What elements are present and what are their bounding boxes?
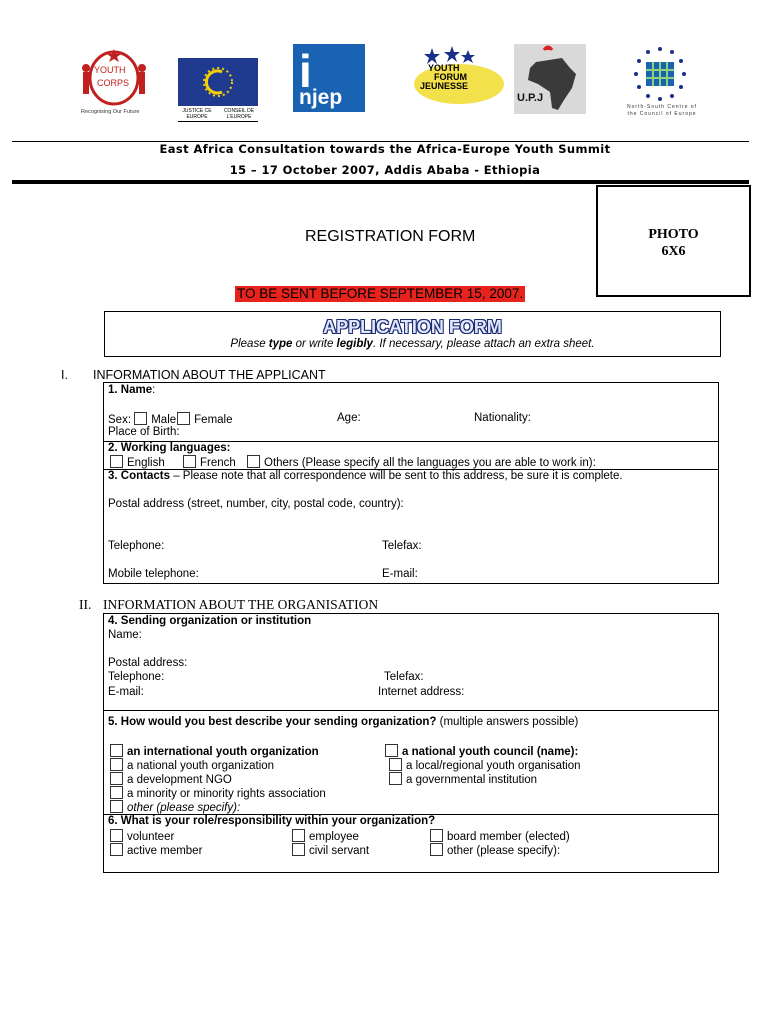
yfj-line3: JEUNESSE <box>420 81 469 91</box>
french-checkbox[interactable] <box>183 455 196 468</box>
sex-row <box>108 412 233 426</box>
role-volunteer <box>110 829 174 843</box>
divider <box>104 710 718 711</box>
civil-servant-label: civil servant <box>309 845 370 857</box>
name-colon: : <box>152 384 156 396</box>
coe-left-caption: JUSTICE CE EUROPE <box>182 108 212 120</box>
other-role-checkbox[interactable] <box>430 843 443 856</box>
section1-heading: INFORMATION ABOUT THE APPLICANT <box>93 368 326 382</box>
yfj-line1: YOUTH <box>428 63 460 73</box>
english-label: English <box>127 457 165 469</box>
application-instructions <box>105 338 720 350</box>
org-internet-field[interactable]: Internet address: <box>378 686 465 698</box>
employee-label: employee <box>309 831 359 843</box>
nsc-line1: North-South Centre of <box>627 104 697 110</box>
intl-org-label: an international youth organization <box>127 746 319 758</box>
national-council-label: a national youth council (name): <box>402 746 579 758</box>
photo-size: 6X6 <box>661 244 686 259</box>
event-dates: 15 – 17 October 2007, Addis Ababa - Ethiopia <box>229 163 541 177</box>
role-board <box>430 829 570 843</box>
nationality-field[interactable]: Nationality: <box>474 412 531 424</box>
photo-label: PHOTO <box>648 227 699 242</box>
volunteer-checkbox[interactable] <box>110 829 123 842</box>
opt-ngo <box>110 772 232 786</box>
youth-forum-jeunesse-logo <box>404 44 504 104</box>
registration-title: REGISTRATION FORM <box>305 228 476 245</box>
org-telephone-field[interactable]: Telephone: <box>108 671 165 683</box>
others-option <box>247 455 596 469</box>
other-org-label: other (please specify): <box>127 802 241 814</box>
civil-servant-checkbox[interactable] <box>292 843 305 856</box>
photo-box[interactable] <box>596 185 751 297</box>
minority-checkbox[interactable] <box>110 786 123 799</box>
male-label: Male <box>151 414 177 426</box>
youth-corps-tagline: Recognising Our Future <box>81 109 140 115</box>
role-other <box>430 843 560 857</box>
age-field[interactable]: Age: <box>337 412 361 424</box>
mobile-field[interactable]: Mobile telephone: <box>108 568 199 580</box>
role-employee <box>292 829 359 843</box>
injep-text: njep <box>299 86 343 109</box>
opt-national-org <box>110 758 274 772</box>
youth-corps-logo <box>76 48 152 120</box>
minority-label: a minority or minority rights association <box>127 788 326 800</box>
others-checkbox[interactable] <box>247 455 260 468</box>
instr-part: or write <box>292 338 337 350</box>
north-south-centre-logo <box>616 44 708 118</box>
employee-checkbox[interactable] <box>292 829 305 842</box>
opt-local <box>389 758 581 772</box>
local-org-label: a local/regional youth organisation <box>406 760 581 772</box>
ngo-label: a development NGO <box>127 774 232 786</box>
q5-note: (multiple answers possible) <box>436 716 579 728</box>
instr-bold-type: type <box>268 338 293 350</box>
english-checkbox[interactable] <box>110 455 123 468</box>
contacts-note: – Please note that all correspondence will be sent to this address, be sure it is complete. <box>170 470 623 482</box>
sending-org-label: 4. Sending organization or institution <box>108 615 312 627</box>
volunteer-label: volunteer <box>127 831 175 843</box>
org-telefax-field[interactable]: Telefax: <box>384 671 424 683</box>
org-postal-field[interactable]: Postal address: <box>108 657 188 669</box>
other-org-checkbox[interactable] <box>110 800 123 813</box>
place-of-birth-field[interactable]: Place of Birth: <box>108 426 180 438</box>
postal-address-field[interactable]: Postal address (street, number, city, postal code, country): <box>108 498 404 510</box>
active-member-checkbox[interactable] <box>110 843 123 856</box>
coe-right-caption: CONSEIL DE L'EUROPE <box>223 108 255 120</box>
organisation-info-box <box>103 613 719 873</box>
ngo-checkbox[interactable] <box>110 772 123 785</box>
youth-corps-line2: CORPS <box>97 78 130 88</box>
male-checkbox[interactable] <box>134 412 147 425</box>
working-languages-label: 2. Working languages: <box>108 442 231 454</box>
opt-other <box>110 800 240 814</box>
upj-text: U.P.J <box>517 92 544 104</box>
intl-org-checkbox[interactable] <box>110 744 123 757</box>
active-member-label: active member <box>127 845 203 857</box>
org-name-field[interactable]: Name: <box>108 629 142 641</box>
name-field[interactable] <box>108 384 155 396</box>
national-org-label: a national youth organization <box>127 760 275 772</box>
local-org-checkbox[interactable] <box>389 758 402 771</box>
instr-part: . If necessary, please attach an extra sheet. <box>372 338 595 350</box>
french-option <box>183 455 236 469</box>
female-label: Female <box>194 414 233 426</box>
national-council-checkbox[interactable] <box>385 744 398 757</box>
opt-minority <box>110 786 326 800</box>
national-org-checkbox[interactable] <box>110 758 123 771</box>
section2-heading: INFORMATION ABOUT THE ORGANISATION <box>103 597 379 612</box>
opt-intl <box>110 744 319 758</box>
application-form-title: APPLICATION FORM <box>323 317 502 337</box>
board-label: board member (elected) <box>447 831 570 843</box>
event-title: East Africa Consultation towards the Africa-Europe Youth Summit <box>159 142 611 156</box>
gov-checkbox[interactable] <box>389 772 402 785</box>
other-role-label: other (please specify): <box>447 845 561 857</box>
q5-question: 5. How would you best describe your sending organization? <box>108 716 437 728</box>
contacts-label <box>108 470 623 482</box>
others-label: Others (Please specify all the languages you are able to work in): <box>264 457 596 469</box>
role-active <box>110 843 202 857</box>
instr-part: Please <box>230 338 269 350</box>
deadline-banner: TO BE SENT BEFORE SEPTEMBER 15, 2007. <box>237 286 524 301</box>
telephone-field[interactable]: Telephone: <box>108 540 165 552</box>
injep-mark: i <box>299 45 312 97</box>
board-checkbox[interactable] <box>430 829 443 842</box>
french-label: French <box>200 457 236 469</box>
female-checkbox[interactable] <box>177 412 190 425</box>
application-form-box <box>104 311 721 357</box>
email-field[interactable]: E-mail: <box>382 568 418 580</box>
section1-number: I. <box>61 368 68 382</box>
council-of-europe-logo <box>178 58 260 122</box>
opt-gov <box>389 772 537 786</box>
q5-label <box>108 716 578 728</box>
injep-logo <box>293 44 365 112</box>
telefax-field[interactable]: Telefax: <box>382 540 422 552</box>
sex-label: Sex: <box>108 414 132 426</box>
upj-africa-logo <box>514 44 586 114</box>
role-civil <box>292 843 369 857</box>
contacts-heading: 3. Contacts <box>108 470 170 482</box>
org-email-field[interactable]: E-mail: <box>108 686 144 698</box>
section2-number: II. <box>79 597 92 612</box>
yfj-line2: FORUM <box>434 72 467 82</box>
opt-national-council <box>385 744 578 758</box>
languages-row <box>110 455 165 469</box>
gov-label: a governmental institution <box>406 774 538 786</box>
instr-bold-legibly: legibly <box>336 338 373 350</box>
q6-label: 6. What is your role/responsibility within your organization? <box>108 815 436 827</box>
name-label: 1. Name <box>108 384 153 396</box>
header-rule-bottom <box>12 180 749 184</box>
youth-corps-line1: YOUTH <box>94 65 126 75</box>
nsc-line2: the Council of Europe <box>627 111 697 117</box>
